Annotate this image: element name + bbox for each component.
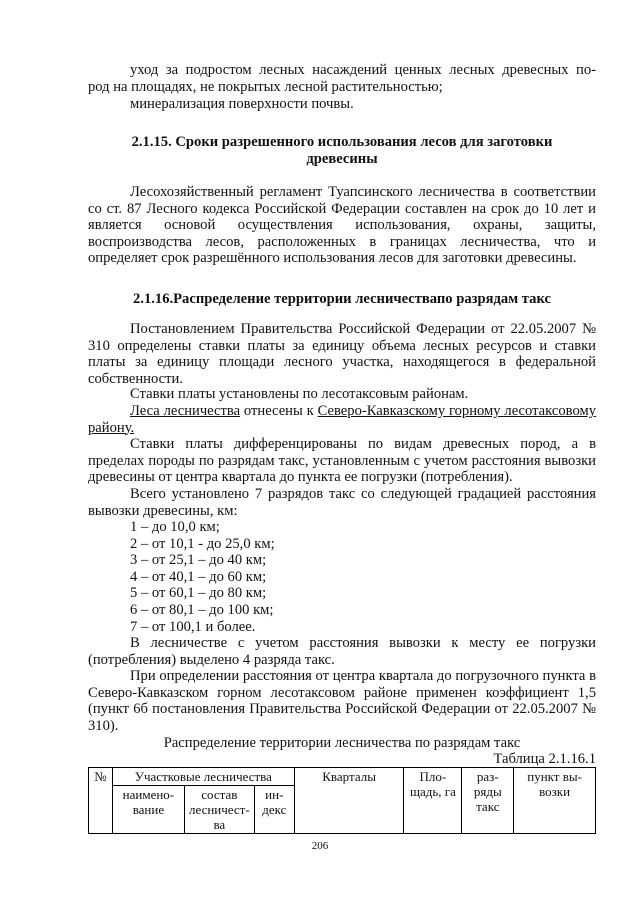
text-line: минерализация поверхности почвы. (130, 96, 354, 112)
text: отнесены к (240, 403, 318, 419)
text-line: уход за подростом лесных насаждений ценных лесных древесных по- (130, 62, 596, 78)
paragraph: Лесохозяйственный регламент Туапсинского лесничества в соответствии со ст. 87 Лесного кодекса Российской Федерации составлен на срок до 10 лет и является основой осуществления использования, охраны, защиты, воспроизводства лесов, расположенных в границах лесничества, что и определяет срок разрешённого использования лесов для заготовки древесины. (88, 184, 596, 266)
list-item: 1 – до 10,0 км; (130, 519, 220, 535)
paragraph: В лесничестве с учетом расстояния вывозки к месту ее погрузки (потребления) выделено 4 разряда такс. (88, 635, 596, 668)
underlined-text: Северо-Кавказскому горному лесотаксовому району. (88, 403, 596, 436)
list-item: 7 – от 100,1 и более. (130, 618, 256, 635)
page-number: 206 (311, 840, 329, 852)
heading-line: 2.1.15. Сроки разрешенного использования лесов для заготовки (131, 134, 553, 150)
paragraph: Ставки платы установлены по лесотаксовым районам. (130, 386, 469, 402)
list-item: 6 – от 80,1 – до 100 км; (130, 601, 274, 618)
paragraph: При определении расстояния от центра квартала до погрузочного пункта в Северо-Кавказском горном лесотаксовом районе применен коэффициент 1,5 (пункт 6б постановления Правительства Российской Федерации от 22.05.2007 № 310). (88, 668, 596, 734)
heading-line: древесины (306, 151, 378, 167)
rank-list (130, 519, 275, 635)
paragraph: Всего установлено 7 разрядов такс со следующей градацией расстояния вывозки древесины, км: (88, 486, 596, 519)
table-header-composition: состав лесничест-ва (184, 786, 254, 834)
section-heading: 2.1.16.Распределение территории лесничествапо разрядам такс (133, 291, 551, 307)
text-line: род на площадях, не покрытых лесной растительностью; (88, 79, 443, 95)
section-heading (88, 134, 596, 168)
paragraph (88, 403, 596, 436)
paragraph: Постановлением Правительства Российской Федерации от 22.05.2007 № 310 определены ставки платы за единицу объема лесных ресурсов и ставки платы за единицу площади лесного участка, находящегося в федеральной собственности. (88, 321, 596, 387)
list-item: 5 – от 60,1 – до 80 км; (130, 585, 267, 602)
table-number: Таблица 2.1.16.1 (493, 751, 596, 767)
paragraph: Ставки платы дифференцированы по видам древесных пород, а в пределах породы по разрядам такс, установленным с учетом расстояния вывозки древесины от центра квартала до пункта ее погрузки (потребления). (88, 436, 596, 485)
list-item: 4 – от 40,1 – до 60 км; (130, 568, 267, 585)
table-header-area: Пло-щадь, га (404, 768, 462, 834)
table-header-quarters: Кварталы (294, 768, 404, 834)
underlined-text: Леса лесничества (130, 403, 241, 419)
list-item: 2 – от 10,1 - до 25,0 км; (130, 535, 275, 552)
table-header-index: ин-декс (254, 786, 294, 834)
table-header-ranks: раз-ряды такс (462, 768, 514, 834)
table-caption: Распределение территории лесничества по разрядам такс (163, 735, 521, 751)
table-header-name: наимено-вание (112, 786, 184, 834)
table-header-point: пункт вы-возки (514, 768, 596, 834)
list-item: 3 – от 25,1 – до 40 км; (130, 552, 267, 569)
rank-table (88, 767, 596, 834)
table-header-num: № (89, 768, 113, 834)
table-header-group: Участковые лесничества (112, 768, 294, 786)
